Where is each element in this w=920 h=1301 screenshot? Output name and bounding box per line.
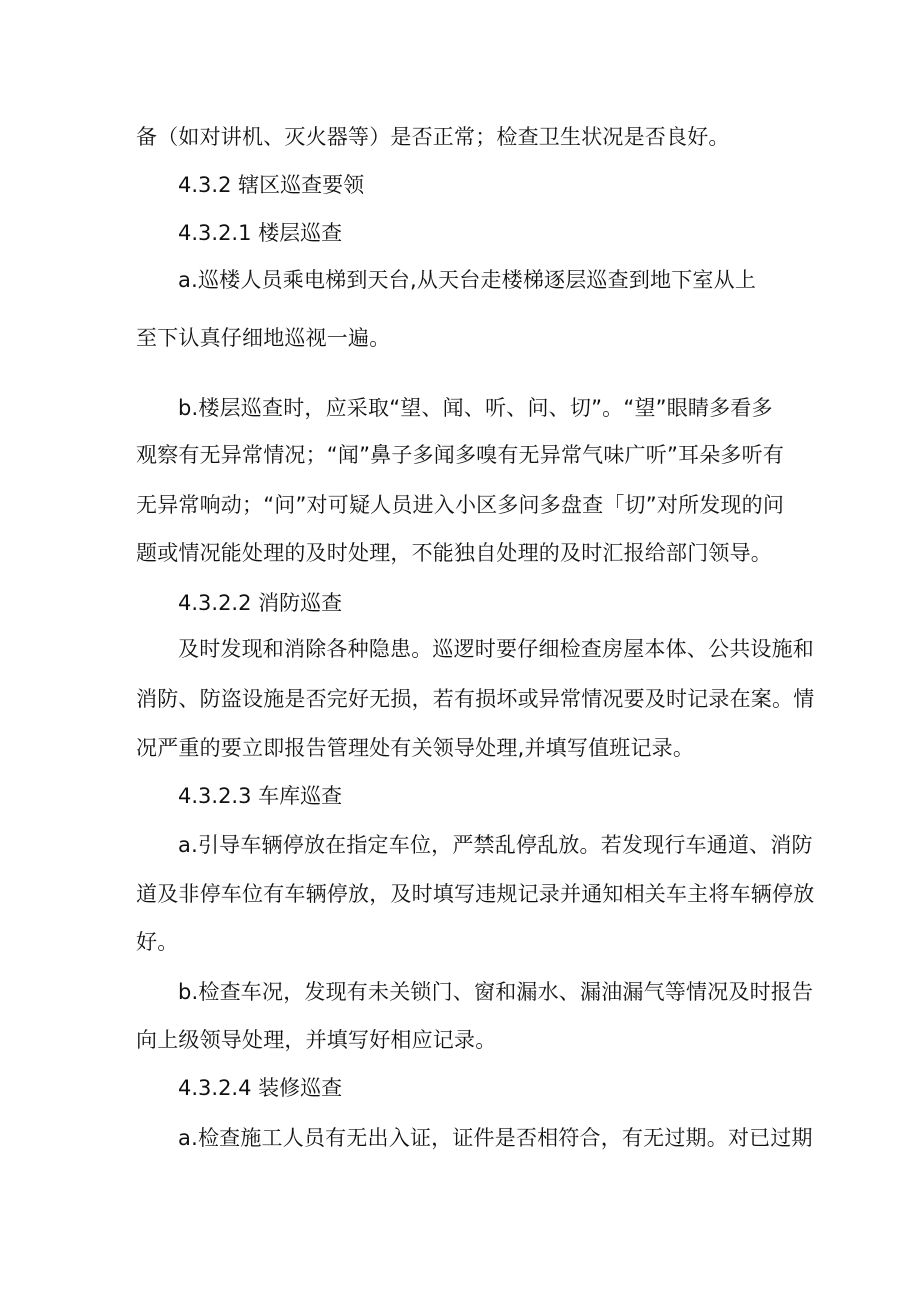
paragraph-line: a.巡楼人员乘电梯到天台,从天台走楼梯逐层巡查到地下室从上 <box>178 268 757 292</box>
section-heading: 4.3.2.3 车库巡查 <box>178 784 343 808</box>
paragraph-line: b.检查车况，发现有未关锁门、窗和漏水、漏油漏气等情况及时报告 <box>178 980 814 1004</box>
section-heading: 4.3.2.2 消防巡查 <box>178 591 343 615</box>
paragraph-line: 至下认真仔细地巡视一遍。 <box>136 326 391 350</box>
section-heading: 4.3.2.1 楼层巡查 <box>178 221 343 245</box>
section-heading: 4.3.2.4 装修巡查 <box>178 1076 343 1100</box>
paragraph-line: 向上级领导处理，并填写好相应记录。 <box>136 1028 497 1052</box>
section-heading: 4.3.2 辖区巡查要领 <box>178 173 365 197</box>
paragraph-line: 况严重的要立即报告管理处有关领导处理,并填写值班记录。 <box>136 736 695 760</box>
paragraph-line: 观察有无异常情况；“闻”鼻子多闻多嗅有无异常气味广听”耳朵多听有 <box>136 443 785 467</box>
paragraph-line: 消防、防盗设施是否完好无损，若有损坏或异常情况要及时记录在案。情 <box>136 687 815 711</box>
paragraph-line: 无异常响动；“问”对可疑人员进入小区多问多盘查「切”对所发现的问 <box>136 493 785 517</box>
paragraph-line: 道及非停车位有车辆停放，及时填写违规记录并通知相关车主将车辆停放 <box>136 882 815 906</box>
paragraph-line: 备（如对讲机、灭火器等）是否正常；检查卫生状况是否良好。 <box>136 125 730 149</box>
paragraph-line: 好。 <box>136 930 179 954</box>
paragraph-line: 及时发现和消除各种隐患。巡逻时要仔细检查房屋本体、公共设施和 <box>178 637 814 661</box>
paragraph-line: b.楼层巡查时，应采取“望、闻、听、问、切”。“望”眼睛多看多 <box>178 396 773 420</box>
paragraph-line: a.引导车辆停放在指定车位，严禁乱停乱放。若发现行车通道、消防 <box>178 833 813 857</box>
paragraph-line: 题或情况能处理的及时处理，不能独自处理的及时汇报给部门领导。 <box>136 541 772 565</box>
paragraph-line: a.检查施工人员有无出入证，证件是否相符合，有无过期。对已过期 <box>178 1126 813 1150</box>
